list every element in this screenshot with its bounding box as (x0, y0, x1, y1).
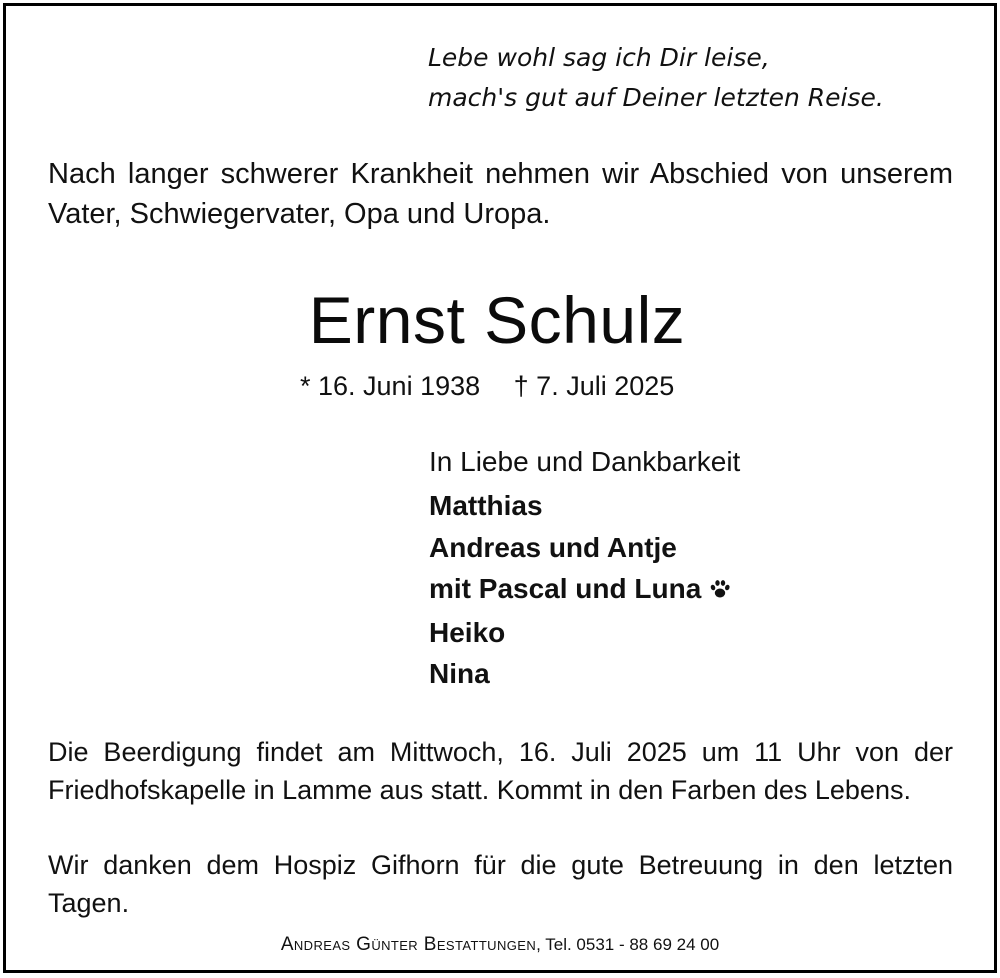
birth-date: * 16. Juni 1938 (300, 371, 481, 401)
family-member: Andreas und Antje (429, 531, 677, 563)
intro-text: Nach langer schwerer Krankheit nehmen wir Abschied von unserem Vater, Schwiegervater, Opa und Uropa. (48, 158, 953, 230)
funeral-home-phone: , Tel. 0531 - 88 69 24 00 (536, 935, 720, 954)
family-member-with-pet (429, 568, 740, 612)
family-block (429, 441, 740, 695)
family-heading: In Liebe und Dankbarkeit (429, 446, 741, 477)
life-dates (300, 368, 674, 404)
deceased-name: Ernst Schulz (308, 283, 686, 357)
family-member: Nina (429, 658, 490, 689)
motto-line-2: mach's gut auf Deiner letzten Reise. (428, 83, 884, 112)
family-member: Matthias (429, 490, 543, 521)
funeral-home-name: Andreas Günter Bestattungen (280, 934, 537, 955)
death-date: † 7. Juli 2025 (513, 371, 675, 401)
paw-icon (709, 570, 731, 612)
funeral-home-footer (0, 931, 1000, 959)
family-member: Heiko (429, 616, 506, 648)
motto-verse (428, 38, 968, 118)
motto-line-1: Lebe wohl sag ich Dir leise, (428, 43, 770, 72)
thanks-note: Wir danken dem Hospiz Gifhorn für die gute Betreuung in den letzten Tagen. (48, 850, 953, 918)
funeral-notice: Die Beerdigung findet am Mittwoch, 16. Juli 2025 um 11 Uhr von der Friedhofskapelle in Lamme aus statt. Kommt in den Farben des Lebens. (48, 737, 953, 805)
family-member-label: mit Pascal und Luna (429, 573, 702, 604)
